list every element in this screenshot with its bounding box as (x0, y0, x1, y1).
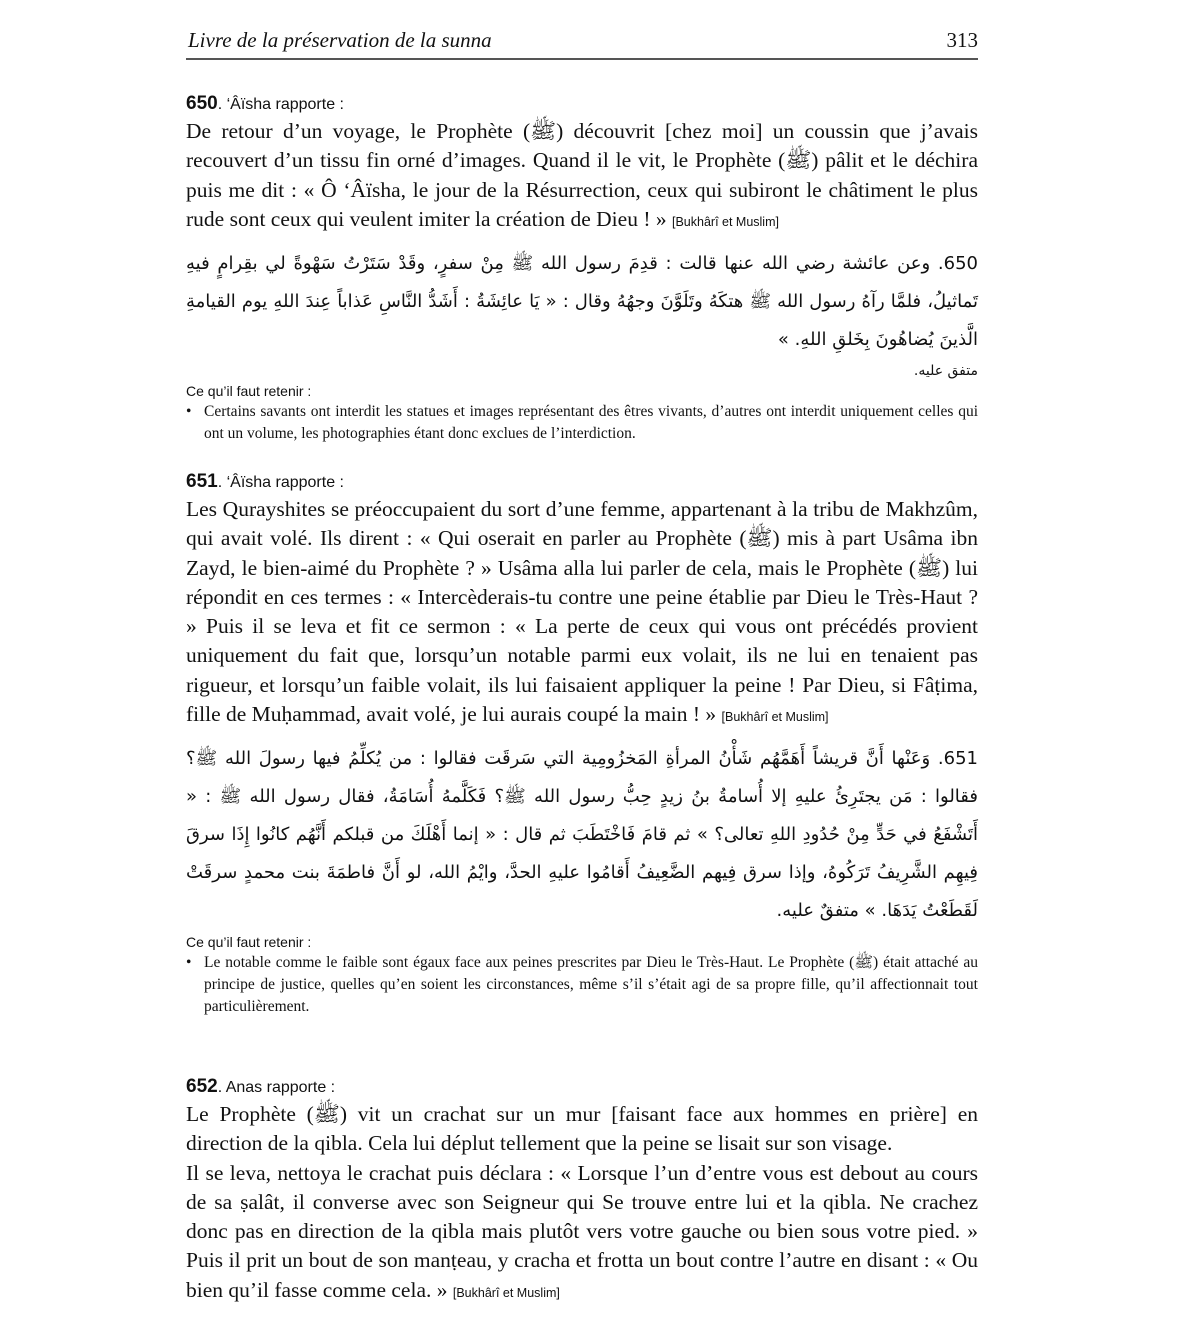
retain-list (186, 401, 978, 445)
retain-title: Ce qu’il faut retenir : (186, 383, 312, 400)
french-translation (186, 1100, 978, 1308)
hadith-heading (186, 1077, 978, 1098)
retain-list (186, 952, 978, 1018)
hadith-651 (186, 472, 978, 1018)
arabic-text: 650. وعن عائشة رضي الله عنها قالت : قدِمَ رسول الله ﷺ مِنْ سفرٍ، وقَدْ سَتَرْتُ سَهْوةً لي بقِرامٍ فيهِ تَماثيلُ، فلمَّا رآهُ رسول الله ﷺ هتكَهُ وتَلَوَّنَ وجهُهُ وقال : « يَا عائِشَةُ : أَشَدُّ النَّاسِ عَذاباً عِندَ اللهِ يوم القيامةِ الَّذينَ يُضاهُونَ بِخَلقِ اللهِ. » (186, 253, 978, 351)
hadith-650 (186, 94, 978, 445)
hadith-number: 651 (186, 471, 218, 492)
hadith-narrator: . ‘Âïsha rapporte : (217, 96, 344, 113)
french-text: Les Qurayshites se préoccupaient du sort d’une femme, appartenant à la tribu de Makhzûm, qui avait volé. Ils dirent : « Qui oserait en parler au Prophète (ﷺ) mis à part Usâma ibn Zayd, le bien-aimé du Prophète ? » Usâma alla lui parler de cela, mais le Prophète (ﷺ) lui répondit en ces termes : « Intercèderais-tu contre une peine établie par Dieu le Très-Haut ? » Puis il se leva et fit ce sermon : « La perte de ceux qui vous ont précédés provient uniquement du fait que, lorsqu’un notable parmi eux volait, ils ne lui en tenaient pas rigueur, et lorsqu’un faible volait, ils lui faisaient appliquer la peine ! Par Dieu, si Fâṭima, fille de Muḥammad, avait volé, je lui aurais coupé la main ! » (186, 497, 978, 727)
retain-item-text: Le notable comme le faible sont égaux face aux peines prescrites par Dieu le Très-Haut. Le Prophète (ﷺ) était attaché au principe de justice, quelles qu’en soient les circonstances, même s’il s’était agi de sa propre fille, qu’il affectionnait tout particulièrement. (204, 954, 978, 1016)
arabic-text: 651. وَعَنْها أَنَّ قريشاً أَهَمَّهُم شَأْنُ المرأةِ المَخزُومِية التي سَرقَت فقالوا : من يُكلِّمُ فيها رسولَ الله ﷺ؟ فقالوا : مَن يجتَرِئُ عليهِ إلا أُسامةُ بنُ زيدٍ حِبُّ رسول الله ﷺ؟ فَكَلَّمهُ أُسَامَةُ، فقال رسول الله ﷺ : « أَتَشْفَعُ في حَدٍّ مِنْ حُدُودِ اللهِ تعالى؟ » ثم قامَ فَاخْتَطَبَ ثم قال : « إنما أَهْلَكَ من قبلكم أَنَّهُم كانُوا إِذَا سرقَ فِيهِم الشَّرِيفُ تَرَكُوهُ، وإذا سرق فِيهم الضَّعِيفُ أَقامُوا عليهِ الحدَّ، وايْمُ الله، لو أَنَّ فاطمَةَ بنت محمدٍ سرقَتْ لَقَطَعْتُ يَدَهَا. » متفقٌ عليه. (186, 748, 978, 922)
running-title: Livre de la préservation de la sunna (188, 28, 492, 52)
source-reference: [Bukhârî et Muslim] (721, 710, 829, 725)
hadith-652 (186, 1077, 978, 1308)
arabic-source: متفق عليه. (913, 363, 978, 380)
hadith-narrator: . ‘Âïsha rapporte : (217, 474, 344, 491)
hadith-heading (186, 472, 978, 493)
french-translation (186, 495, 978, 732)
retain-item (186, 401, 978, 445)
hadith-narrator: . Anas rapporte : (217, 1079, 336, 1096)
french-paragraph: Le Prophète (ﷺ) vit un crachat sur un mur [faisant face aux hommes en prière] en direction de la qibla. Cela lui déplut tellement que la peine se lisait sur son visage. (186, 1102, 978, 1156)
french-translation (186, 117, 978, 237)
french-text: Il se leva, nettoya le crachat puis déclara : « Lorsque l’un d’entre vous est debout au cours de sa ṣalât, il converse avec son Seigneur qui Se trouve entre lui et la qibla. Ne crachez donc pas en direction de la qibla mais plutôt vers votre gauche ou bien sous votre pied. » Puis il prit un bout de son manṭeau, y cracha et frotta un bout contre l’autre en disant : « Ou bien qu’il fasse comme cela. » (186, 1160, 978, 1302)
page-number: 313 (946, 28, 978, 52)
retain-item-text: Certains savants ont interdit les statues et images représentant des êtres vivants, d’autres ont interdit uniquement celles qui ont un volume, les photographies étant donc exclues de l’interdiction. (204, 403, 978, 443)
retain-title: Ce qu’il faut retenir : (186, 934, 312, 951)
french-paragraph (186, 1159, 978, 1308)
hadith-heading (186, 94, 978, 115)
retain-item (186, 952, 978, 1018)
hadith-number: 650 (186, 93, 218, 114)
bullet-icon: • (186, 403, 192, 421)
source-reference: [Bukhârî et Muslim] (452, 1285, 560, 1300)
hadith-number: 652 (186, 1076, 218, 1097)
source-reference: [Bukhârî et Muslim] (671, 214, 779, 229)
french-text: De retour d’un voyage, le Prophète (ﷺ) découvrit [chez moi] un coussin que j’avais recouvert d’un tissu fin orné d’images. Quand il le vit, le Prophète (ﷺ) pâlit et le déchira puis me dit : « Ô ‘Âïsha, le jour de la Résurrection, ceux qui subiront le châtiment le plus rude sont ceux qui veulent imiter la création de Dieu ! » (186, 119, 978, 231)
bullet-icon: • (186, 954, 192, 972)
running-header (186, 28, 978, 60)
